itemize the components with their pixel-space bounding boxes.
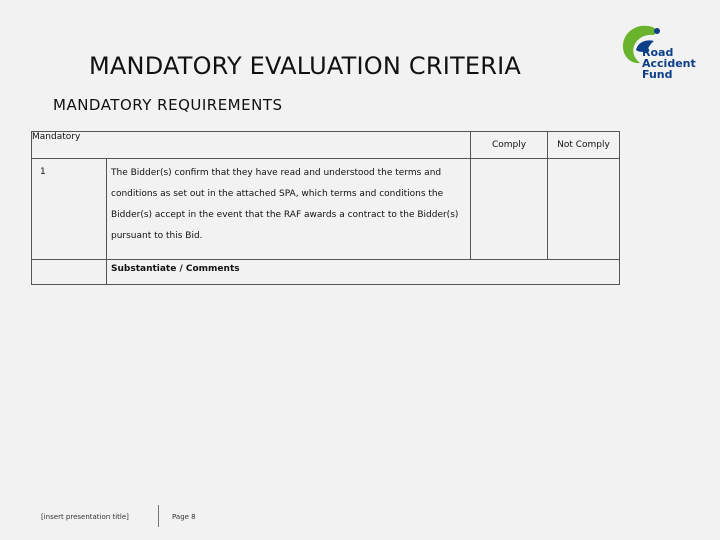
not-comply-cell[interactable] bbox=[548, 159, 620, 260]
substantiate-empty-cell bbox=[32, 260, 107, 285]
section-subtitle: MANDATORY REQUIREMENTS bbox=[53, 96, 283, 114]
table-row bbox=[32, 159, 620, 260]
header-comply: Comply bbox=[471, 132, 548, 159]
logo-line-fund: Fund bbox=[642, 68, 673, 81]
logo-line-road: Road bbox=[642, 46, 674, 59]
comply-cell[interactable] bbox=[471, 159, 548, 260]
requirement-number: 1 bbox=[32, 159, 107, 260]
logo-line-accident: Accident bbox=[642, 57, 696, 70]
table-header-row bbox=[32, 132, 620, 159]
footer-divider bbox=[158, 505, 159, 527]
substantiate-row bbox=[32, 260, 620, 285]
requirements-table bbox=[31, 131, 620, 285]
header-mandatory: Mandatory bbox=[32, 132, 471, 159]
page-title: MANDATORY EVALUATION CRITERIA bbox=[89, 52, 521, 80]
logo-text bbox=[642, 47, 702, 80]
requirement-text: The Bidder(s) confirm that they have read and understood the terms and conditions as set out in the attached SPA, which terms and conditions the Bidder(s) accept in the event that the RAF awards a contract to the Bidder(s) pursuant to this Bid. bbox=[107, 159, 471, 260]
header-not-comply: Not Comply bbox=[548, 132, 620, 159]
substantiate-comments[interactable]: Substantiate / Comments bbox=[107, 260, 620, 285]
footer-page-number: Page 8 bbox=[172, 513, 196, 521]
footer-presentation-title: [insert presentation title] bbox=[41, 513, 129, 521]
